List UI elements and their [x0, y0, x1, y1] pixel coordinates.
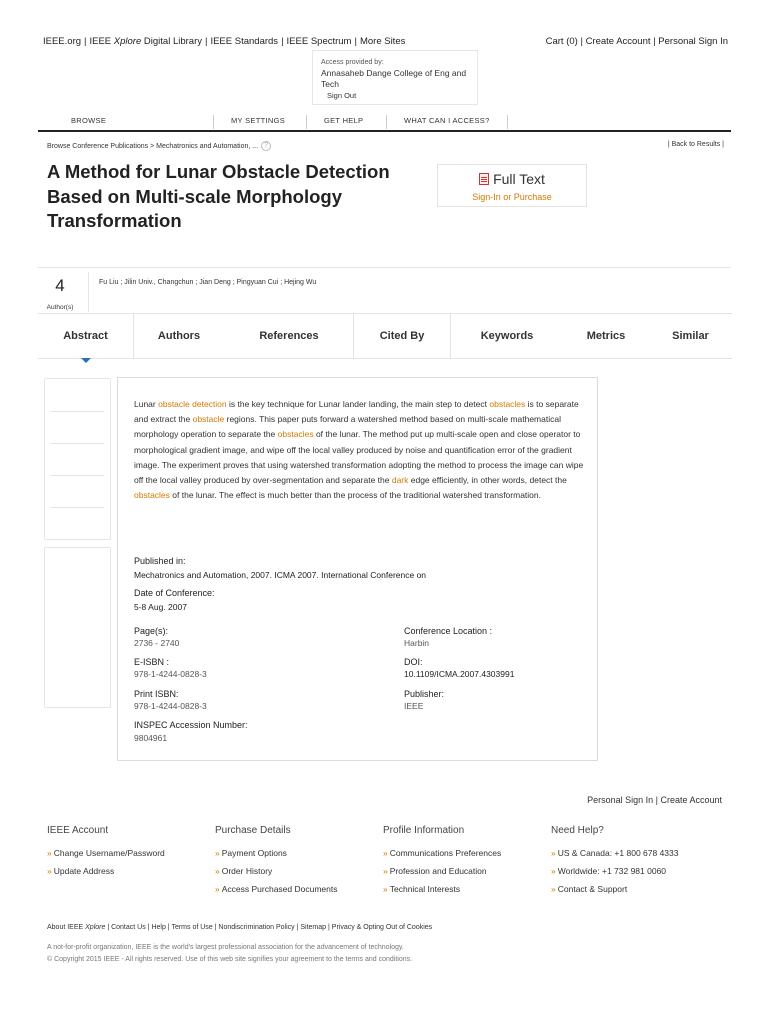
ieee-org-link[interactable]: IEEE.org — [43, 36, 82, 47]
purchase-details-heading: Purchase Details — [215, 825, 291, 836]
institution-name: Annasaheb Dange College of Eng and Tech — [321, 68, 467, 89]
communications-preferences-link[interactable]: » Communications Preferences — [383, 848, 502, 858]
author-count-number: 4 — [55, 276, 65, 295]
inspec-value: 9804961 — [134, 733, 168, 743]
inspec-label: INSPEC Accession Number: — [134, 720, 248, 730]
pdf-icon — [479, 173, 489, 185]
keyword-link[interactable]: obstacles — [134, 490, 170, 501]
footer-create-account-link[interactable]: Create Account — [660, 795, 722, 805]
tab-similar[interactable]: Similar — [672, 330, 709, 342]
my-settings-menu[interactable]: MY SETTINGS — [231, 116, 286, 125]
legal-text — [47, 942, 412, 965]
need-help-heading: Need Help? — [551, 825, 604, 836]
what-can-i-access-menu[interactable]: WHAT CAN I ACCESS? — [404, 116, 490, 125]
full-text-button[interactable] — [438, 171, 586, 187]
worldwide-phone: » Worldwide: +1 732 981 0060 — [551, 866, 667, 876]
author-list[interactable]: Fu Liu ; Jilin Univ., Changchun ; Jian Deng ; Pingyuan Cui ; Hejing Wu — [99, 279, 317, 286]
divider — [51, 475, 104, 476]
ieee-standards-link[interactable]: IEEE Standards — [210, 36, 279, 47]
keyword-link[interactable]: obstacle — [192, 414, 225, 425]
main-nav — [38, 112, 731, 132]
publisher-value: IEEE — [404, 701, 424, 711]
us-canada-phone: » US & Canada: +1 800 678 4333 — [551, 848, 679, 858]
breadcrumb-link[interactable]: Browse Conference Publications > Mechatronics and Automation, ... — [47, 142, 259, 150]
ieee-account-heading: IEEE Account — [47, 825, 109, 836]
help-icon[interactable]: ? — [261, 141, 271, 151]
breadcrumb — [47, 141, 271, 151]
document-tabs — [38, 313, 732, 359]
conference-location-label: Conference Location : — [404, 626, 493, 636]
top-site-links: IEEE.org | IEEE Xplore Digital Library | IEEE Standards | IEEE Spectrum | More Sites — [43, 36, 406, 47]
order-history-link[interactable]: » Order History — [215, 866, 273, 876]
create-account-link[interactable]: Create Account — [585, 36, 651, 47]
update-address-link[interactable]: » Update Address — [47, 866, 115, 876]
abstract-text: Lunar obstacle detection is the key technique for Lunar lander landing, the main step to detect obstacles is to separate and extract the obstacle regions. This paper puts forward a watershed method based on multi-scale mathematical morphology operation to separate the obstacles of the lunar. The method put up multi-scale open and close operator to morphological gradient image, and wipe off the local valley produced by noise and quantification error of the gradient image. The experiment proves that using watershed transformation adopting the method to process the image can wipe off the local valley produced by over-segmentation and separate the dark edge efficiently, in other words, detect the obstacles of the lunar. The effect is much better than the process of the traditional watershed transformation. — [134, 399, 584, 501]
divider — [88, 272, 89, 312]
terms-of-use-link[interactable]: Terms of Use — [171, 924, 213, 931]
profession-education-link[interactable]: » Profession and Education — [383, 866, 487, 876]
xplore-link[interactable] — [90, 36, 202, 47]
keyword-link[interactable]: dark — [391, 475, 409, 486]
tab-abstract[interactable]: Abstract — [63, 330, 108, 342]
sign-out-link[interactable]: Sign Out — [327, 91, 357, 100]
eisbn-label: E-ISBN : — [134, 657, 170, 667]
browse-menu[interactable]: BROWSE — [71, 116, 107, 125]
active-tab-indicator — [81, 358, 91, 363]
nondiscrimination-link[interactable]: Nondiscrimination Policy — [218, 924, 295, 931]
sitemap-link[interactable]: Sitemap — [300, 924, 327, 931]
published-in-label: Published in: — [134, 556, 186, 566]
bottom-links: About IEEE Xplore | Contact Us | Help | Terms of Use | Nondiscrimination Policy | Sitemap | Privacy & Opting Out of Cookies — [47, 924, 433, 931]
institution-access-box — [312, 50, 478, 105]
technical-interests-link[interactable]: » Technical Interests — [383, 884, 461, 894]
personal-sign-in-link[interactable]: Personal Sign In — [658, 36, 728, 47]
payment-options-link[interactable]: » Payment Options — [215, 848, 287, 858]
date-of-conference-value: 5-8 Aug. 2007 — [134, 602, 187, 612]
change-username-link[interactable]: » Change Username/Password — [47, 848, 165, 858]
side-tools-box — [44, 378, 111, 540]
privacy-link[interactable]: Privacy & Opting Out of Cookies — [331, 924, 433, 931]
keyword-link[interactable]: obstacle detection — [158, 399, 227, 409]
page-title: A Method for Lunar Obstacle Detection Based on Multi-scale Morphology Transformation — [47, 161, 390, 231]
doi-label: DOI: — [404, 657, 423, 667]
cart-link[interactable]: Cart (0) — [545, 36, 578, 47]
date-of-conference-label: Date of Conference: — [134, 588, 215, 598]
ieee-spectrum-link[interactable]: IEEE Spectrum — [286, 36, 352, 47]
pages-value: 2736 - 2740 — [134, 638, 180, 648]
eisbn-value: 978-1-4244-0828-3 — [134, 669, 207, 679]
contact-us-link[interactable]: Contact Us — [111, 924, 146, 931]
help-link[interactable]: Help — [151, 924, 166, 931]
tab-references[interactable]: References — [259, 330, 319, 342]
keyword-link[interactable]: obstacles — [489, 399, 526, 409]
xplore-suffix: Digital Library — [141, 36, 202, 47]
side-box — [44, 547, 111, 708]
tab-keywords[interactable]: Keywords — [480, 330, 534, 342]
access-purchased-documents-link[interactable]: » Access Purchased Documents — [215, 884, 338, 894]
back-to-results-link[interactable]: | Back to Results | — [667, 141, 724, 148]
author-count — [42, 276, 78, 314]
tab-metrics[interactable]: Metrics — [586, 330, 626, 342]
account-links: Cart (0) | Create Account | Personal Sign In — [545, 36, 728, 47]
divider — [51, 507, 104, 508]
footer-personal-sign-in-link[interactable]: Personal Sign In — [587, 795, 654, 805]
pages-label: Page(s): — [134, 626, 169, 636]
divider — [51, 443, 104, 444]
print-isbn-label: Print ISBN: — [134, 689, 179, 699]
author-count-label: Author(s) — [46, 304, 74, 311]
full-text-box[interactable] — [437, 164, 587, 207]
tab-cited-by[interactable]: Cited By — [379, 330, 425, 342]
print-isbn-value: 978-1-4244-0828-3 — [134, 701, 207, 711]
legal-line-1: A not-for-profit organization, IEEE is the world's largest professional association for the advancement of technology. — [47, 944, 404, 951]
doi-value[interactable]: 10.1109/ICMA.2007.4303991 — [404, 669, 515, 679]
access-provided-label: Access provided by: — [321, 59, 384, 66]
footer-account-links: Personal Sign In | Create Account — [587, 795, 722, 805]
more-sites-link[interactable]: More Sites — [359, 36, 406, 47]
xplore-italic: Xplore — [113, 36, 142, 47]
tab-authors[interactable]: Authors — [157, 330, 201, 342]
about-xplore-link[interactable]: About IEEE Xplore — [47, 924, 106, 931]
contact-support-link[interactable]: » Contact & Support — [551, 884, 628, 894]
publisher-label: Publisher: — [404, 689, 445, 699]
divider — [51, 411, 104, 412]
get-help-menu[interactable]: GET HELP — [324, 116, 364, 125]
conference-location-value: Harbin — [404, 638, 430, 648]
divider — [38, 267, 731, 268]
sign-in-or-purchase-link[interactable]: Sign-In or Purchase — [472, 192, 552, 202]
profile-information-heading: Profile Information — [383, 825, 465, 836]
full-text-label: Full Text — [493, 171, 545, 187]
xplore-prefix: IEEE — [89, 36, 114, 47]
published-in-link[interactable]: Mechatronics and Automation, 2007. ICMA 2007. International Conference on — [134, 570, 427, 580]
keyword-link[interactable]: obstacles — [277, 429, 314, 440]
copyright-line: © Copyright 2015 IEEE - All rights reserved. Use of this web site signifies your agreement to the terms and conditions. — [47, 955, 413, 963]
